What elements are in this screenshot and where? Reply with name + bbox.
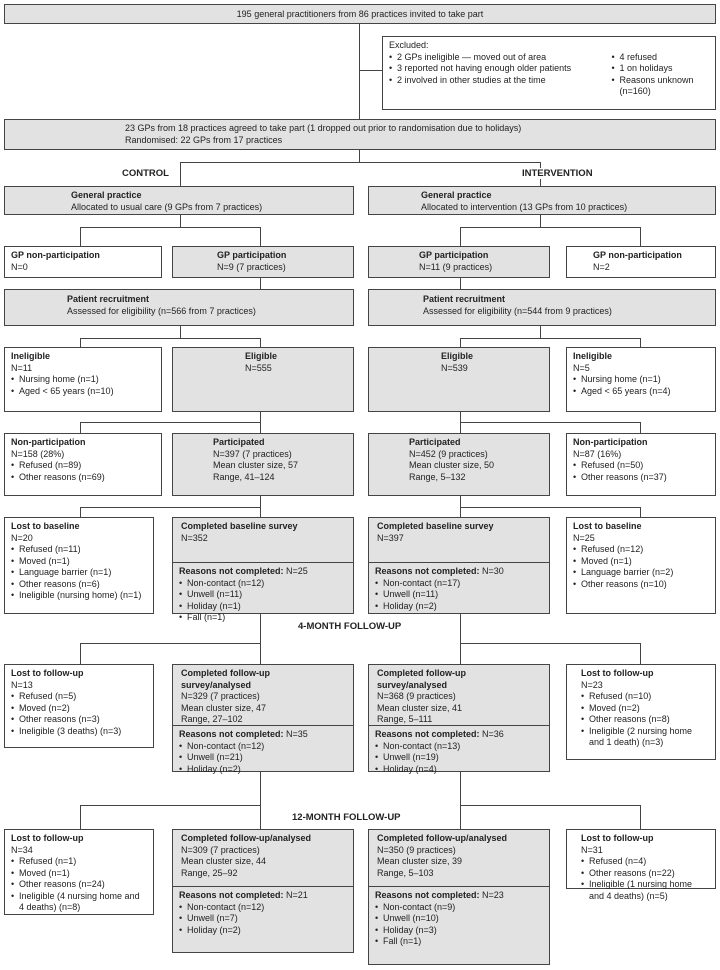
- list-item: • Non-contact (n=12): [179, 741, 347, 753]
- list-item: • Other reasons (n=6): [11, 579, 147, 591]
- list-item: • Holiday (n=3): [375, 925, 543, 937]
- control-gp-part-title: GP participation: [217, 250, 287, 260]
- list-item: • Non-contact (n=9): [375, 902, 543, 914]
- list-item: • Other reasons (n=8): [581, 714, 709, 726]
- control-fu12-line: Range, 25–92: [181, 867, 238, 878]
- intervention-fu4-box: [368, 664, 550, 772]
- intervention-fu12-line: Range, 5–103: [377, 867, 434, 878]
- intervention-gp-text: Allocated to intervention (13 GPs from 10 practices): [421, 201, 628, 212]
- list-item: • Unwell (n=7): [179, 913, 347, 925]
- intervention-nonpart-n: N=87 (16%): [573, 448, 622, 459]
- intervention-baseline-title: Completed baseline survey: [377, 521, 494, 531]
- control-gp-nonpart-title: GP non-participation: [11, 250, 100, 260]
- list-item: • Ineligible (2 nursing home and 1 death) (n=3): [581, 726, 709, 749]
- list-item: • Unwell (n=10): [375, 913, 543, 925]
- excluded-item: • 2 involved in other studies at the time: [389, 75, 604, 87]
- intervention-ineligible-title: Ineligible: [573, 351, 613, 361]
- intervention-fu12-box: [368, 829, 550, 965]
- intervention-baseline-n: N=397: [377, 532, 404, 543]
- control-gp-title: General practice: [71, 190, 142, 200]
- control-lost4-n: N=13: [11, 679, 33, 690]
- control-baseline-n: N=352: [181, 532, 208, 543]
- control-baseline-rnc-n: N=25: [286, 566, 308, 576]
- control-eligible-title: Eligible: [245, 351, 278, 361]
- list-item: • Unwell (n=11): [375, 589, 543, 601]
- control-ineligible-title: Ineligible: [11, 351, 51, 361]
- control-nonpart-n: N=158 (28%): [11, 448, 65, 459]
- intervention-fu12-title: Completed follow-up/analysed: [377, 833, 508, 843]
- control-eligible-n: N=555: [245, 362, 272, 373]
- list-item: • Nursing home (n=1): [11, 374, 155, 386]
- list-item: • Non-contact (n=12): [179, 902, 347, 914]
- control-fu12-line: Mean cluster size, 44: [181, 856, 267, 866]
- control-lost4-title: Lost to follow-up: [11, 668, 84, 678]
- intervention-ineligible-n: N=5: [573, 362, 590, 373]
- invited-text: 195 general practitioners from 86 practices invited to take part: [236, 9, 484, 19]
- excluded-item: • 4 refused: [612, 52, 710, 64]
- intervention-gp-nonpart-box: [566, 246, 716, 278]
- control-fu12-rnc-n: N=21: [286, 890, 308, 900]
- intervention-gp-nonpart-n: N=2: [593, 261, 610, 272]
- intervention-lost-baseline-n: N=25: [573, 532, 595, 543]
- control-gp-part-n: N=9 (7 practices): [217, 261, 286, 272]
- intervention-gp-title: General practice: [421, 190, 492, 200]
- control-baseline-title: Completed baseline survey: [181, 521, 298, 531]
- control-lost4-box: [4, 664, 154, 748]
- excluded-box: [382, 36, 716, 110]
- list-item: • Unwell (n=11): [179, 589, 347, 601]
- intervention-fu4-rnc-n: N=36: [482, 729, 504, 739]
- intervention-gp-part-title: GP participation: [419, 250, 489, 260]
- list-item: • Other reasons (n=10): [573, 579, 709, 591]
- list-item: • Refused (n=5): [11, 691, 147, 703]
- control-lost-baseline-box: [4, 517, 154, 614]
- list-item: • Nursing home (n=1): [573, 374, 709, 386]
- invited-box: [4, 4, 716, 24]
- excluded-item: • Reasons unknown (n=160): [612, 75, 710, 98]
- control-eligible-box: [172, 347, 354, 412]
- intervention-participated-box: [368, 433, 550, 496]
- excluded-item: • 1 on holidays: [612, 63, 710, 75]
- control-recruit-box: [4, 289, 354, 326]
- control-lost-baseline-title: Lost to baseline: [11, 521, 80, 531]
- intervention-lost12-n: N=31: [581, 844, 603, 855]
- list-item: • Other reasons (n=37): [573, 472, 709, 484]
- intervention-eligible-n: N=539: [441, 362, 468, 373]
- list-item: • Aged < 65 years (n=10): [11, 386, 155, 398]
- intervention-recruit-text: Assessed for eligibility (n=544 from 9 practices): [423, 305, 612, 316]
- control-fu12-title: Completed follow-up/analysed: [181, 833, 312, 843]
- control-baseline-box: [172, 517, 354, 622]
- list-item: • Holiday (n=2): [179, 925, 347, 937]
- intervention-participated-line: N=452 (9 practices): [409, 448, 488, 459]
- control-fu12-box: [172, 829, 354, 953]
- list-item: • Ineligible (3 deaths) (n=3): [11, 726, 147, 738]
- list-item: • Refused (n=10): [581, 691, 709, 703]
- intervention-baseline-rnc-n: N=30: [482, 566, 504, 576]
- control-participated-line: N=397 (7 practices): [213, 448, 292, 459]
- list-item: • Moved (n=1): [11, 556, 147, 568]
- list-item: • Language barrier (n=2): [573, 567, 709, 579]
- list-item: • Unwell (n=21): [179, 752, 347, 764]
- list-item: • Other reasons (n=24): [11, 879, 147, 891]
- control-fu4-title: Completed follow-up survey/analysed: [181, 668, 270, 690]
- intervention-lost4-n: N=23: [581, 679, 603, 690]
- list-item: • Other reasons (n=69): [11, 472, 155, 484]
- control-ineligible-box: [4, 347, 162, 412]
- control-nonpart-title: Non-participation: [11, 437, 86, 447]
- control-gp-nonpart-n: N=0: [11, 261, 28, 272]
- intervention-gp-part-box: [368, 246, 550, 278]
- list-item: • Language barrier (n=1): [11, 567, 147, 579]
- list-item: • Holiday (n=2): [179, 764, 347, 776]
- control-gp-box: [4, 186, 354, 215]
- control-fu4-line: N=329 (7 practices): [181, 691, 260, 701]
- control-gp-part-box: [172, 246, 354, 278]
- control-lost12-n: N=34: [11, 844, 33, 855]
- list-item: • Other reasons (n=3): [11, 714, 147, 726]
- list-item: • Ineligible (4 nursing home and 4 deaths) (n=8): [11, 891, 147, 914]
- agreed-box: [4, 119, 716, 150]
- excluded-title: Excluded:: [389, 40, 429, 50]
- list-item: • Holiday (n=2): [375, 601, 543, 613]
- phase-label-4m: 4-MONTH FOLLOW-UP: [298, 621, 402, 632]
- control-recruit-text: Assessed for eligibility (n=566 from 7 practices): [67, 305, 256, 316]
- control-participated-line: Mean cluster size, 57: [213, 460, 299, 470]
- intervention-lost12-title: Lost to follow-up: [581, 833, 654, 843]
- intervention-lost4-box: [566, 664, 716, 760]
- agreed-line1: 23 GPs from 18 practices agreed to take part (1 dropped out prior to randomisation due to holidays): [125, 123, 522, 133]
- agreed-line2: Randomised: 22 GPs from 17 practices: [125, 134, 283, 145]
- intervention-fu12-line: N=350 (9 practices): [377, 844, 456, 855]
- list-item: • Fall (n=1): [179, 612, 347, 624]
- control-fu12-line: N=309 (7 practices): [181, 844, 260, 855]
- control-ineligible-n: N=11: [11, 362, 33, 373]
- intervention-participated-line: Range, 5–132: [409, 471, 466, 482]
- intervention-recruit-title: Patient recruitment: [423, 294, 506, 304]
- control-participated-box: [172, 433, 354, 496]
- list-item: • Fall (n=1): [375, 936, 543, 948]
- control-fu4-line: Range, 27–102: [181, 714, 243, 724]
- list-item: • Aged < 65 years (n=4): [573, 386, 709, 398]
- list-item: • Refused (n=4): [581, 856, 709, 868]
- list-item: • Refused (n=50): [573, 460, 709, 472]
- intervention-fu4-line: N=368 (9 practices): [377, 691, 456, 701]
- control-gp-text: Allocated to usual care (9 GPs from 7 practices): [71, 201, 263, 212]
- control-label: CONTROL: [122, 168, 169, 179]
- control-gp-nonpart-box: [4, 246, 162, 278]
- list-item: • Moved (n=2): [11, 703, 147, 715]
- control-lost12-title: Lost to follow-up: [11, 833, 84, 843]
- list-item: • Refused (n=12): [573, 544, 709, 556]
- control-baseline-rnc-label: Reasons not completed:: [179, 566, 284, 576]
- control-fu4-line: Mean cluster size, 47: [181, 702, 267, 713]
- intervention-nonpart-box: [566, 433, 716, 496]
- control-fu4-box: [172, 664, 354, 772]
- list-item: • Moved (n=2): [581, 703, 709, 715]
- intervention-recruit-box: [368, 289, 716, 326]
- list-item: • Other reasons (n=22): [581, 868, 709, 880]
- intervention-baseline-rnc-label: Reasons not completed:: [375, 566, 480, 576]
- intervention-fu12-rnc-label: Reasons not completed:: [375, 890, 480, 900]
- phase-label-12m: 12-MONTH FOLLOW-UP: [292, 812, 401, 823]
- control-fu4-rnc-label: Reasons not completed:: [179, 729, 284, 739]
- intervention-gp-part-n: N=11 (9 practices): [419, 261, 493, 272]
- list-item: • Non-contact (n=12): [179, 578, 347, 590]
- control-participated-title: Participated: [213, 437, 265, 447]
- intervention-fu4-line: Range, 5–111: [377, 714, 433, 724]
- intervention-eligible-box: [368, 347, 550, 412]
- intervention-lost4-title: Lost to follow-up: [581, 668, 654, 678]
- intervention-participated-line: Mean cluster size, 50: [409, 460, 495, 470]
- list-item: • Refused (n=1): [11, 856, 147, 868]
- control-lost12-box: [4, 829, 154, 915]
- list-item: • Non-contact (n=13): [375, 741, 543, 753]
- intervention-fu12-rnc-n: N=23: [482, 890, 504, 900]
- list-item: • Refused (n=89): [11, 460, 155, 472]
- control-recruit-title: Patient recruitment: [67, 294, 150, 304]
- list-item: • Non-contact (n=17): [375, 578, 543, 590]
- intervention-gp-box: [368, 186, 716, 215]
- list-item: • Ineligible (1 nursing home and 4 deaths) (n=5): [581, 879, 709, 902]
- intervention-nonpart-title: Non-participation: [573, 437, 648, 447]
- intervention-ineligible-box: [566, 347, 716, 412]
- intervention-lost-baseline-title: Lost to baseline: [573, 521, 642, 531]
- control-fu4-rnc-n: N=35: [286, 729, 308, 739]
- control-participated-line: Range, 41–124: [213, 471, 275, 482]
- intervention-fu4-rnc-label: Reasons not completed:: [375, 729, 480, 739]
- excluded-item: • 2 GPs ineligible — moved out of area: [389, 52, 604, 64]
- intervention-label: INTERVENTION: [522, 168, 593, 179]
- intervention-eligible-title: Eligible: [441, 351, 474, 361]
- list-item: • Moved (n=1): [573, 556, 709, 568]
- list-item: • Refused (n=11): [11, 544, 147, 556]
- excluded-item: • 3 reported not having enough older patients: [389, 63, 604, 75]
- list-item: • Ineligible (nursing home) (n=1): [11, 590, 147, 602]
- intervention-baseline-box: [368, 517, 550, 614]
- control-lost-baseline-n: N=20: [11, 532, 33, 543]
- list-item: • Moved (n=1): [11, 868, 147, 880]
- list-item: • Holiday (n=4): [375, 764, 543, 776]
- list-item: • Unwell (n=19): [375, 752, 543, 764]
- control-nonpart-box: [4, 433, 162, 496]
- intervention-fu4-title: Completed follow-up survey/analysed: [377, 668, 466, 690]
- intervention-gp-nonpart-title: GP non-participation: [593, 250, 682, 260]
- control-fu12-rnc-label: Reasons not completed:: [179, 890, 284, 900]
- list-item: • Holiday (n=1): [179, 601, 347, 613]
- intervention-lost-baseline-box: [566, 517, 716, 614]
- intervention-lost12-box: [566, 829, 716, 901]
- intervention-participated-title: Participated: [409, 437, 461, 447]
- intervention-fu12-line: Mean cluster size, 39: [377, 856, 463, 866]
- intervention-fu4-line: Mean cluster size, 41: [377, 702, 463, 713]
